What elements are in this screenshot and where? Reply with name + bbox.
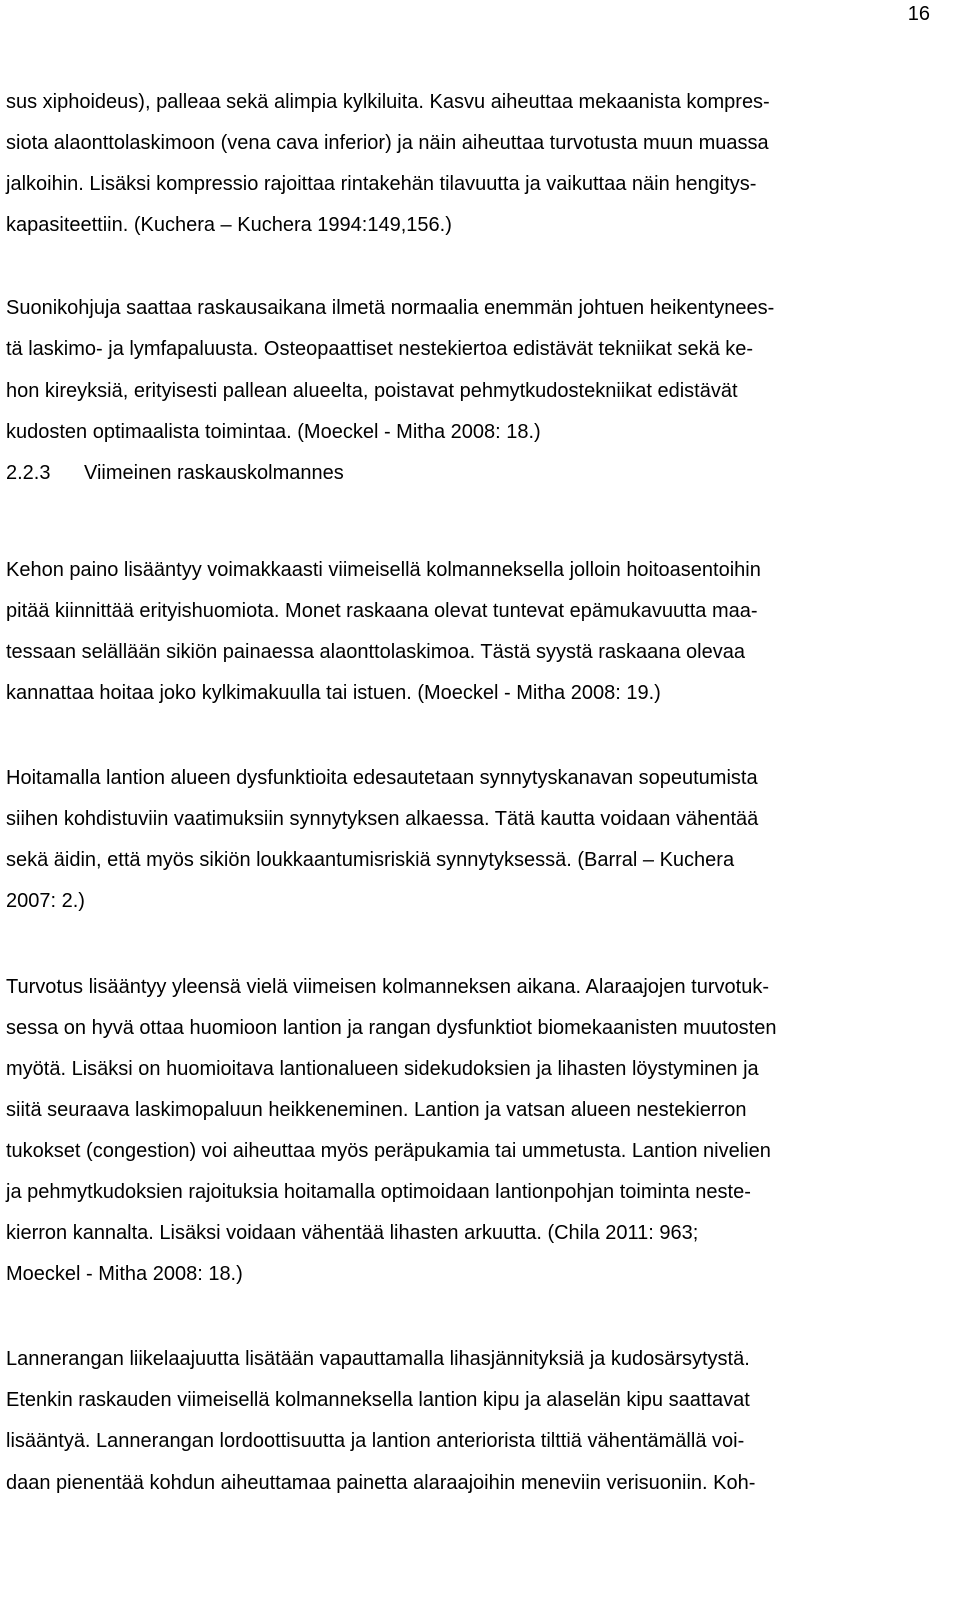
paragraph-lumbar-mobility: Lannerangan liikelaajuutta lisätään vapauttamalla lihasjännityksiä ja kudosärsytystä. Etenkin raskauden viimeisellä kolmanneksella lantion kipu ja alaselän kipu saattavat lisääntyä. Lannerangan lordoottisuutta ja lantion anteriorista tilttiä vähentämällä voi- daan pienentää kohdun aiheuttamaa painetta alaraajoihin meneviin verisuoniin. Koh- [6,1348,756,1494]
paragraph-pelvic-dysfunction: Hoitamalla lantion alueen dysfunktioita edesautetaan synnytyskanavan sopeutumista siihen kohdistuviin vaatimuksiin synnytyksen alkaessa. Tätä kautta voidaan vähentää sekä äidin, että myös sikiön loukkaantumisriskiä synnytyksessä. (Barral – Kuchera 2007: 2.) [6,767,759,913]
document-body [6,82,928,1504]
paragraph-body-weight: Kehon paino lisääntyy voimakkaasti viimeisellä kolmanneksella jolloin hoitoasentoihin pitää kiinnittää erityishuomiota. Monet raskaana olevat tuntevat epämukavuutta maa- tessaan selällään sikiön painaessa alaonttolaskimoa. Tästä syystä raskaana olevaa kannattaa hoitaa joko kylkimakuulla tai istuen. (Moeckel - Mitha 2008: 19.) [6,558,761,705]
paragraph-varicose-veins: Suonikohjuja saattaa raskausaikana ilmetä normaalia enemmän johtuen heikentynees- tä laskimo- ja lymfapaluusta. Osteopaattiset nestekiertoa edistävät tekniikat sekä ke- hon kireyksiä, erityisesti pallean alueelta, poistavat pehmytkudostekniikat edistävät kudosten optimaalista toimintaa. (Moeckel - Mitha 2008: 18.) [6,297,775,443]
paragraph-swelling: Turvotus lisääntyy yleensä vielä viimeisen kolmanneksen aikana. Alaraajojen turvotuk- sessa on hyvä ottaa huomioon lantion ja rangan dysfunktiot biomekaanisten muutosten myötä. Lisäksi on huomioitava lantionalueen sidekudoksien ja lihasten löystyminen ja siitä seuraava laskimopaluun heikkeneminen. Lantion ja vatsan alueen nestekierron tukokset (congestion) voi aiheuttaa myös peräpukamia tai ummetusta. Lantion nivelien ja pehmytkudoksien rajoituksia hoitamalla optimoidaan lantionpohjan toiminta neste- kierron kannalta. Lisäksi voidaan vähentää lihasten arkuutta. (Chila 2011: 963; Moeckel - Mitha 2008: 18.) [6,975,777,1286]
page-number: 16 [907,3,930,25]
section-title: Viimeinen raskauskolmannes [84,461,344,484]
paragraph-pregnancy-growth: sus xiphoideus), palleaa sekä alimpia kylkiluita. Kasvu aiheuttaa mekaanista kompres- siota alaonttolaskimoon (vena cava inferior) ja näin aiheuttaa turvotusta muun muassa jalkoihin. Lisäksi kompressio rajoittaa rintakehän tilavuutta ja vaikuttaa näin hengitys- kapasiteettiin. (Kuchera – Kuchera 1994:149,156.) [6,91,770,237]
section-heading [6,453,928,494]
section-number: 2.2.3 [6,461,51,484]
